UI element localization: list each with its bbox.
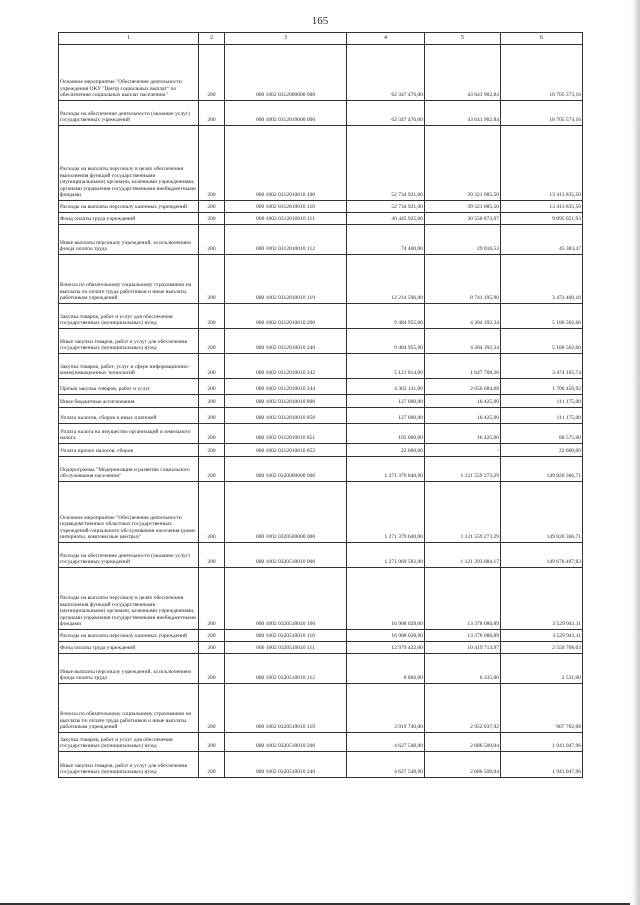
row-grbs-code: 200: [199, 684, 225, 733]
row-unexecuted-amount: 18 705 573,16: [501, 101, 583, 126]
row-grbs-code: 200: [199, 424, 225, 444]
row-unexecuted-amount: 13 413 835,50: [501, 126, 583, 201]
row-name: Основное мероприятие "Обеспечение деятельности учреждения ОКУ "Центр социальных выплат" по обеспечению социальных выплат населению": [59, 45, 199, 101]
row-budget-code: 000 1002 0312010010 100: [225, 126, 347, 201]
row-budget-code: 000 1002 0312010010 110: [225, 201, 347, 213]
row-budget-code: 000 1002 0320510010 240: [225, 752, 347, 778]
row-approved-amount: 1 271 379 640,00: [347, 482, 425, 543]
row-budget-code: 000 1002 0312010010 852: [225, 444, 347, 457]
row-grbs-code: 200: [199, 354, 225, 379]
row-approved-amount: 52 734 921,00: [347, 126, 425, 201]
row-name: Закупка товаров, работ и услуг для обеспечения государственных (муниципальных) нужд: [59, 304, 199, 329]
row-grbs-code: 200: [199, 379, 225, 395]
row-name: Закупка товаров, работ и услуг для обеспечения государственных (муниципальных) нужд: [59, 733, 199, 752]
row-executed-amount: 13 378 086,89: [425, 630, 501, 642]
row-budget-code: 000 1002 0320510010 110: [225, 630, 347, 642]
row-approved-amount: 62 347 476,00: [347, 45, 425, 101]
row-grbs-code: 200: [199, 408, 225, 424]
row-name: Фонд оплаты труда учреждений: [59, 642, 199, 654]
row-name: Расходы на обеспечение деятельности (оказание услуг) государственных учреждений: [59, 543, 199, 568]
row-grbs-code: 200: [199, 329, 225, 354]
row-budget-code: 000 1002 0312010000 000: [225, 101, 347, 126]
row-grbs-code: 200: [199, 752, 225, 778]
table-row: [59, 45, 583, 101]
row-approved-amount: 12 214 596,00: [347, 255, 425, 304]
row-budget-code: 000 1002 0320510010 112: [225, 654, 347, 684]
row-unexecuted-amount: 149 820 366,71: [501, 482, 583, 543]
row-name: Уплата налога на имущество организаций и земельного налога: [59, 424, 199, 444]
budget-table: [58, 32, 583, 778]
table-row: [59, 126, 583, 201]
row-unexecuted-amount: 3 474 105,74: [501, 354, 583, 379]
row-budget-code: 000 1002 0312000000 000: [225, 45, 347, 101]
row-budget-code: 000 1002 0320510010 119: [225, 684, 347, 733]
row-budget-code: 000 1002 0312010010 112: [225, 225, 347, 255]
row-budget-code: 000 1002 0312010010 242: [225, 354, 347, 379]
row-name: Иные закупки товаров, работ и услуг для обеспечения государственных (муниципальных) нужд: [59, 752, 199, 778]
row-executed-amount: 2 686 500,04: [425, 733, 501, 752]
row-grbs-code: 200: [199, 101, 225, 126]
row-budget-code: 000 1002 0320510010 111: [225, 642, 347, 654]
row-unexecuted-amount: 5 180 562,66: [501, 329, 583, 354]
row-grbs-code: 200: [199, 482, 225, 543]
table-row: [59, 101, 583, 126]
column-header: 3: [225, 33, 347, 45]
table-row: [59, 225, 583, 255]
row-grbs-code: 200: [199, 225, 225, 255]
row-approved-amount: 1 271 069 582,00: [347, 543, 425, 568]
row-approved-amount: 9 484 955,00: [347, 304, 425, 329]
column-header: 1: [59, 33, 199, 45]
row-unexecuted-amount: 1 706 456,92: [501, 379, 583, 395]
table-row: [59, 304, 583, 329]
row-unexecuted-amount: 1 941 047,96: [501, 752, 583, 778]
row-name: Прочая закупка товаров, работ и услуг: [59, 379, 199, 395]
table-row: [59, 213, 583, 225]
table-row: [59, 329, 583, 354]
row-grbs-code: 200: [199, 654, 225, 684]
row-approved-amount: 1 271 379 640,00: [347, 457, 425, 482]
row-executed-amount: 2 686 500,04: [425, 752, 501, 778]
row-unexecuted-amount: 88 575,00: [501, 424, 583, 444]
row-grbs-code: 200: [199, 126, 225, 201]
row-executed-amount: 43 641 902,84: [425, 45, 501, 101]
row-grbs-code: 200: [199, 45, 225, 101]
table-row: [59, 444, 583, 457]
row-approved-amount: 40 445 925,00: [347, 213, 425, 225]
row-name: Расходы на выплаты персоналу казенных учреждений: [59, 201, 199, 213]
row-name: Подпрограмма "Модернизация и развитие социального обслуживания населения": [59, 457, 199, 482]
table-row: [59, 354, 583, 379]
row-grbs-code: 200: [199, 304, 225, 329]
row-executed-amount: -: [425, 444, 501, 457]
row-unexecuted-amount: 22 600,00: [501, 444, 583, 457]
row-grbs-code: 200: [199, 457, 225, 482]
row-name: Иные бюджетные ассигнования: [59, 395, 199, 408]
row-grbs-code: 200: [199, 568, 225, 630]
column-header: 6: [501, 33, 583, 45]
row-budget-code: 000 1002 0312010010 850: [225, 408, 347, 424]
row-unexecuted-amount: 149 820 366,71: [501, 457, 583, 482]
row-budget-code: 000 1002 0320510010 200: [225, 733, 347, 752]
row-name: Взносы по обязательному социальному страхованию на выплаты по оплате труда работников и иные выплаты работникам учреждений: [59, 684, 199, 733]
row-approved-amount: 127 600,00: [347, 408, 425, 424]
row-approved-amount: 16 908 028,00: [347, 630, 425, 642]
table-row: [59, 408, 583, 424]
row-grbs-code: 200: [199, 543, 225, 568]
row-approved-amount: 52 734 921,00: [347, 201, 425, 213]
row-name: Уплата прочих налогов, сборов: [59, 444, 199, 457]
row-grbs-code: 200: [199, 630, 225, 642]
row-approved-amount: 4 627 548,00: [347, 733, 425, 752]
row-approved-amount: 4 363 141,00: [347, 379, 425, 395]
row-unexecuted-amount: 5 180 562,66: [501, 304, 583, 329]
row-grbs-code: 200: [199, 395, 225, 408]
row-grbs-code: 200: [199, 642, 225, 654]
row-executed-amount: 1 647 708,26: [425, 354, 501, 379]
table-row: [59, 684, 583, 733]
row-name: Расходы на выплаты персоналу в целях обеспечения выполнения функций государственными (муниципальными) органами, казенными учреждениями, органами управления государственными внебюджетными фондами: [59, 568, 199, 630]
row-unexecuted-amount: 13 413 835,50: [501, 201, 583, 213]
row-unexecuted-amount: 9 895 051,93: [501, 213, 583, 225]
row-executed-amount: 2 952 037,92: [425, 684, 501, 733]
row-approved-amount: 74 400,00: [347, 225, 425, 255]
row-name: Иные выплаты персоналу учреждений, за исключением фонда оплаты труда: [59, 225, 199, 255]
row-name: Закупка товаров, работ, услуг в сфере информационно-коммуникационных технологий: [59, 354, 199, 379]
row-executed-amount: 6 335,00: [425, 654, 501, 684]
row-unexecuted-amount: 3 473 400,10: [501, 255, 583, 304]
table-row: [59, 424, 583, 444]
row-grbs-code: 200: [199, 201, 225, 213]
row-executed-amount: 10 419 713,97: [425, 642, 501, 654]
table-row: [59, 630, 583, 642]
row-approved-amount: 16 908 028,00: [347, 568, 425, 630]
row-grbs-code: 200: [199, 444, 225, 457]
row-approved-amount: 62 347 476,00: [347, 101, 425, 126]
table-row: [59, 255, 583, 304]
row-approved-amount: 105 000,00: [347, 424, 425, 444]
row-approved-amount: 3 919 740,00: [347, 684, 425, 733]
row-unexecuted-amount: 1 941 047,96: [501, 733, 583, 752]
row-name: Расходы на обеспечение деятельности (оказание услуг) государственных учреждений: [59, 101, 199, 126]
page-edge-shadow: [630, 0, 640, 905]
row-executed-amount: 2 656 684,08: [425, 379, 501, 395]
table-row: [59, 642, 583, 654]
row-unexecuted-amount: 2 531,00: [501, 654, 583, 684]
row-executed-amount: 39 321 085,50: [425, 126, 501, 201]
row-name: Иные закупки товаров, работ и услуг для обеспечения государственных (муниципальных) нужд: [59, 329, 199, 354]
row-executed-amount: 8 741 195,90: [425, 255, 501, 304]
row-approved-amount: 127 600,00: [347, 395, 425, 408]
table-row: [59, 752, 583, 778]
row-name: Взносы по обязательному социальному страхованию на выплаты по оплате труда работников и иные выплаты работникам учреждений: [59, 255, 199, 304]
row-budget-code: 000 1002 0320500000 000: [225, 482, 347, 543]
row-budget-code: 000 1002 0320510010 100: [225, 568, 347, 630]
row-name: Расходы на выплаты персоналу в целях обеспечения выполнения функций государственными (муниципальными) органами, казенными учреждениями, органами управления государственными внебюджетными фондами: [59, 126, 199, 201]
row-executed-amount: 30 550 873,07: [425, 213, 501, 225]
column-header: 5: [425, 33, 501, 45]
row-unexecuted-amount: 3 529 941,11: [501, 630, 583, 642]
row-budget-code: 000 1002 0312010010 119: [225, 255, 347, 304]
row-executed-amount: 43 641 902,84: [425, 101, 501, 126]
row-budget-code: 000 1002 0312010010 200: [225, 304, 347, 329]
table-row: [59, 543, 583, 568]
row-unexecuted-amount: 18 705 573,16: [501, 45, 583, 101]
table-row: [59, 733, 583, 752]
row-executed-amount: 4 304 392,34: [425, 304, 501, 329]
row-name: Фонд оплаты труда учреждений: [59, 213, 199, 225]
row-budget-code: 000 1002 0312010010 851: [225, 424, 347, 444]
row-executed-amount: 16 425,00: [425, 395, 501, 408]
row-approved-amount: 12 979 422,00: [347, 642, 425, 654]
row-executed-amount: 1 121 559 273,29: [425, 457, 501, 482]
column-header: 2: [199, 33, 225, 45]
row-executed-amount: 16 425,00: [425, 408, 501, 424]
row-executed-amount: 16 425,00: [425, 424, 501, 444]
row-budget-code: 000 1002 0320000000 000: [225, 457, 347, 482]
row-name: Иные выплаты персоналу учреждений, за исключением фонда оплаты труда: [59, 654, 199, 684]
table-row: [59, 457, 583, 482]
row-name: Основное мероприятие "Обеспечение деятельности подведомственных областных государственных учреждений социального обслуживания населения (дома-интернаты, комплексные центры)": [59, 482, 199, 543]
row-approved-amount: 4 627 548,00: [347, 752, 425, 778]
row-unexecuted-amount: 2 559 708,03: [501, 642, 583, 654]
row-budget-code: 000 1002 0312010010 240: [225, 329, 347, 354]
row-unexecuted-amount: 3 529 941,11: [501, 568, 583, 630]
row-name: Расходы на выплаты персоналу казенных учреждений: [59, 630, 199, 642]
page-number: 165: [311, 15, 329, 27]
row-unexecuted-amount: 111 175,00: [501, 408, 583, 424]
column-header: 4: [347, 33, 425, 45]
row-grbs-code: 200: [199, 213, 225, 225]
row-grbs-code: 200: [199, 733, 225, 752]
table-row: [59, 395, 583, 408]
row-executed-amount: 29 016,53: [425, 225, 501, 255]
table-row: [59, 201, 583, 213]
row-executed-amount: 4 304 392,34: [425, 329, 501, 354]
row-executed-amount: 13 378 086,89: [425, 568, 501, 630]
table-row: [59, 654, 583, 684]
row-approved-amount: 5 121 814,00: [347, 354, 425, 379]
row-name: Уплата налогов, сборов и иных платежей: [59, 408, 199, 424]
header-row: [59, 33, 583, 45]
row-executed-amount: 1 121 559 273,29: [425, 482, 501, 543]
table-row: [59, 482, 583, 543]
row-unexecuted-amount: 111 175,00: [501, 395, 583, 408]
table-row: [59, 379, 583, 395]
row-executed-amount: 1 121 393 084,17: [425, 543, 501, 568]
row-approved-amount: 22 600,00: [347, 444, 425, 457]
row-grbs-code: 200: [199, 255, 225, 304]
row-budget-code: 000 1002 0312010010 244: [225, 379, 347, 395]
row-approved-amount: 8 866,00: [347, 654, 425, 684]
row-unexecuted-amount: 967 702,08: [501, 684, 583, 733]
row-unexecuted-amount: 45 383,47: [501, 225, 583, 255]
table-row: [59, 568, 583, 630]
row-budget-code: 000 1002 0320510010 000: [225, 543, 347, 568]
row-budget-code: 000 1002 0312010010 111: [225, 213, 347, 225]
row-approved-amount: 9 484 955,00: [347, 329, 425, 354]
row-budget-code: 000 1002 0312010010 800: [225, 395, 347, 408]
row-executed-amount: 39 321 085,50: [425, 201, 501, 213]
row-unexecuted-amount: 149 676 497,83: [501, 543, 583, 568]
